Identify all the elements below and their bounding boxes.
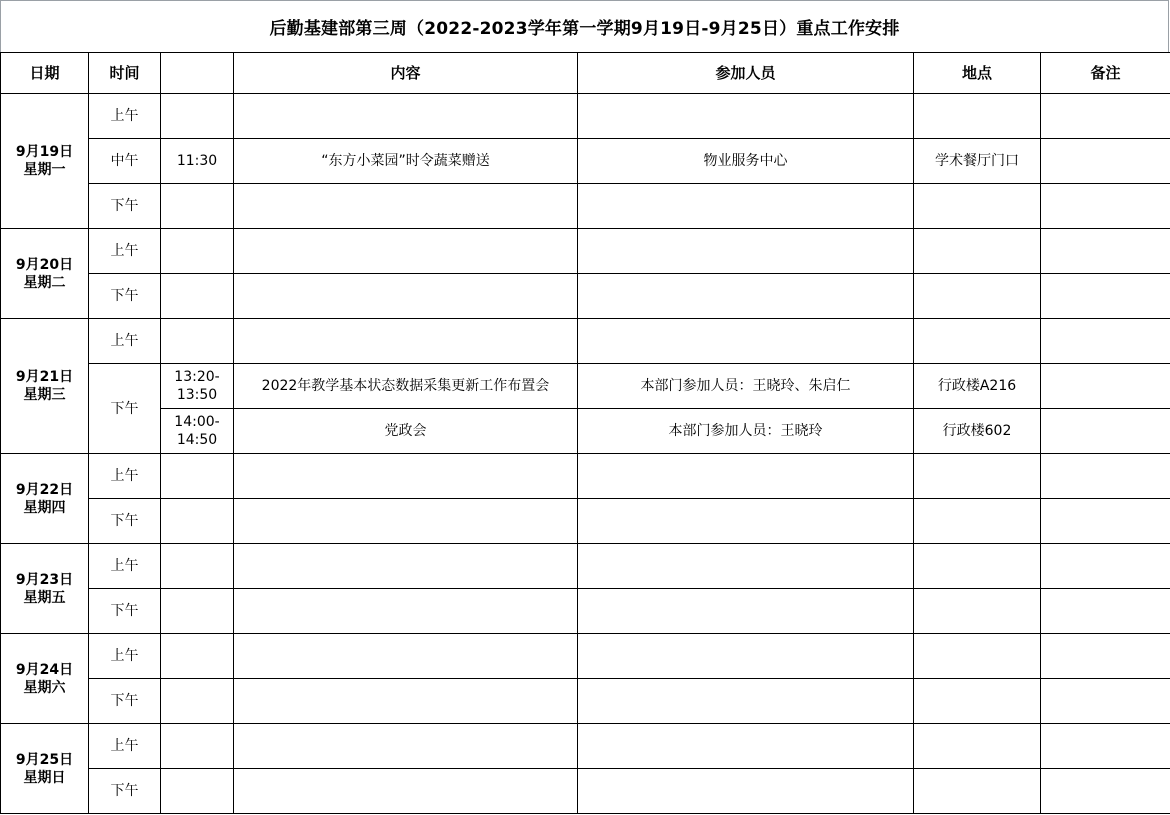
period-morning: 上午 <box>89 454 161 499</box>
date-label: 9月19日 <box>15 144 74 160</box>
period-morning: 上午 <box>89 634 161 679</box>
content-cell: “东方小菜园”时令蔬菜赠送 <box>234 139 578 184</box>
remarks-cell <box>1041 94 1170 139</box>
table-row <box>1 589 1170 634</box>
period-afternoon: 下午 <box>89 679 161 724</box>
header-location: 地点 <box>914 53 1041 94</box>
participants-cell <box>578 589 914 634</box>
remarks-cell <box>1041 454 1170 499</box>
participants-cell <box>578 769 914 814</box>
table-row <box>1 544 1170 589</box>
location-cell <box>914 544 1041 589</box>
table-row <box>1 769 1170 814</box>
time-end: 14:50 <box>176 432 218 448</box>
content-cell <box>234 454 578 499</box>
date-label: 9月23日 <box>15 571 74 588</box>
date-label: 9月20日 <box>15 256 74 273</box>
period-afternoon: 下午 <box>89 364 161 454</box>
participants-cell <box>578 94 914 139</box>
time-cell <box>161 274 234 319</box>
time-cell <box>161 409 234 454</box>
time-cell <box>161 544 234 589</box>
header-remarks: 备注 <box>1041 53 1170 94</box>
date-cell-wed <box>1 319 89 454</box>
time-cell <box>161 589 234 634</box>
date-label: 9月22日 <box>15 481 74 498</box>
page-title: 后勤基建部第三周（2022-2023学年第一学期9月19日-9月25日）重点工作安排 <box>0 0 1169 52</box>
remarks-cell <box>1041 364 1170 409</box>
weekday-label: 星期三 <box>23 387 66 403</box>
location-cell <box>914 769 1041 814</box>
content-cell <box>234 94 578 139</box>
remarks-cell <box>1041 229 1170 274</box>
content-cell <box>234 184 578 229</box>
weekday-label: 星期四 <box>23 499 66 516</box>
time-cell <box>161 724 234 769</box>
time-end: 13:50 <box>176 387 218 403</box>
content-cell: 2022年教学基本状态数据采集更新工作布置会 <box>234 364 578 409</box>
header-row <box>1 53 1170 94</box>
remarks-cell <box>1041 184 1170 229</box>
remarks-cell <box>1041 589 1170 634</box>
time-cell <box>161 499 234 544</box>
period-morning: 上午 <box>89 229 161 274</box>
date-cell-sat <box>1 634 89 724</box>
table-row <box>1 274 1170 319</box>
location-cell <box>914 499 1041 544</box>
location-cell <box>914 724 1041 769</box>
time-cell <box>161 94 234 139</box>
date-cell-sun <box>1 724 89 814</box>
weekday-label: 星期六 <box>23 679 66 696</box>
remarks-cell <box>1041 274 1170 319</box>
participants-cell <box>578 679 914 724</box>
location-cell: 行政楼A216 <box>914 364 1041 409</box>
remarks-cell <box>1041 319 1170 364</box>
weekday-label: 星期日 <box>23 769 66 786</box>
location-cell <box>914 229 1041 274</box>
date-cell-fri <box>1 544 89 634</box>
location-cell <box>914 634 1041 679</box>
time-start: 13:20- <box>174 369 220 385</box>
header-time: 时间 <box>89 53 161 94</box>
remarks-cell <box>1041 679 1170 724</box>
period-morning: 上午 <box>89 724 161 769</box>
date-cell-thu <box>1 454 89 544</box>
remarks-cell <box>1041 139 1170 184</box>
table-row <box>1 499 1170 544</box>
time-cell <box>161 364 234 409</box>
period-noon: 中午 <box>89 139 161 184</box>
content-cell: 党政会 <box>234 409 578 454</box>
participants-cell <box>578 274 914 319</box>
participants-cell <box>578 724 914 769</box>
weekday-label: 星期二 <box>23 274 66 291</box>
content-cell <box>234 589 578 634</box>
location-cell <box>914 454 1041 499</box>
date-label: 9月25日 <box>15 751 74 768</box>
content-cell <box>234 634 578 679</box>
remarks-cell <box>1041 634 1170 679</box>
time-cell <box>161 679 234 724</box>
period-morning: 上午 <box>89 94 161 139</box>
location-cell: 行政楼602 <box>914 409 1041 454</box>
time-cell <box>161 454 234 499</box>
header-date: 日期 <box>1 53 89 94</box>
date-cell-mon <box>1 94 89 229</box>
location-cell <box>914 184 1041 229</box>
content-cell <box>234 499 578 544</box>
time-cell <box>161 769 234 814</box>
time-cell: 11:30 <box>161 139 234 184</box>
participants-cell <box>578 544 914 589</box>
period-afternoon: 下午 <box>89 769 161 814</box>
participants-cell <box>578 499 914 544</box>
participants-cell <box>578 634 914 679</box>
remarks-cell <box>1041 724 1170 769</box>
participants-cell <box>578 184 914 229</box>
location-cell <box>914 274 1041 319</box>
period-afternoon: 下午 <box>89 184 161 229</box>
remarks-cell <box>1041 769 1170 814</box>
participants-cell: 本部门参加人员：王晓玲、朱启仁 <box>578 364 914 409</box>
table-row <box>1 364 1170 409</box>
table-row <box>1 184 1170 229</box>
time-start: 14:00- <box>174 414 220 430</box>
date-label: 9月24日 <box>15 661 74 678</box>
location-cell: 学术餐厅门口 <box>914 139 1041 184</box>
location-cell <box>914 319 1041 364</box>
content-cell <box>234 724 578 769</box>
period-morning: 上午 <box>89 319 161 364</box>
location-cell <box>914 589 1041 634</box>
participants-cell: 物业服务中心 <box>578 139 914 184</box>
table-row <box>1 319 1170 364</box>
time-cell <box>161 229 234 274</box>
content-cell <box>234 274 578 319</box>
remarks-cell <box>1041 409 1170 454</box>
location-cell <box>914 94 1041 139</box>
period-morning: 上午 <box>89 544 161 589</box>
time-cell <box>161 319 234 364</box>
time-cell <box>161 634 234 679</box>
content-cell <box>234 544 578 589</box>
time-cell <box>161 184 234 229</box>
table-row <box>1 634 1170 679</box>
period-afternoon: 下午 <box>89 499 161 544</box>
date-cell-tue <box>1 229 89 319</box>
table-row <box>1 139 1170 184</box>
table-row <box>1 229 1170 274</box>
content-cell <box>234 319 578 364</box>
table-row <box>1 724 1170 769</box>
location-cell <box>914 679 1041 724</box>
table-row <box>1 409 1170 454</box>
date-label: 9月21日 <box>15 369 74 385</box>
table-row <box>1 94 1170 139</box>
remarks-cell <box>1041 544 1170 589</box>
remarks-cell <box>1041 499 1170 544</box>
participants-cell <box>578 454 914 499</box>
schedule-table <box>0 52 1170 814</box>
content-cell <box>234 229 578 274</box>
table-row <box>1 679 1170 724</box>
header-participants: 参加人员 <box>578 53 914 94</box>
header-blank <box>161 53 234 94</box>
weekday-label: 星期一 <box>23 162 66 178</box>
participants-cell <box>578 229 914 274</box>
content-cell <box>234 679 578 724</box>
participants-cell <box>578 319 914 364</box>
header-content: 内容 <box>234 53 578 94</box>
period-afternoon: 下午 <box>89 589 161 634</box>
participants-cell: 本部门参加人员：王晓玲 <box>578 409 914 454</box>
content-cell <box>234 769 578 814</box>
table-row <box>1 454 1170 499</box>
period-afternoon: 下午 <box>89 274 161 319</box>
weekday-label: 星期五 <box>23 589 66 606</box>
